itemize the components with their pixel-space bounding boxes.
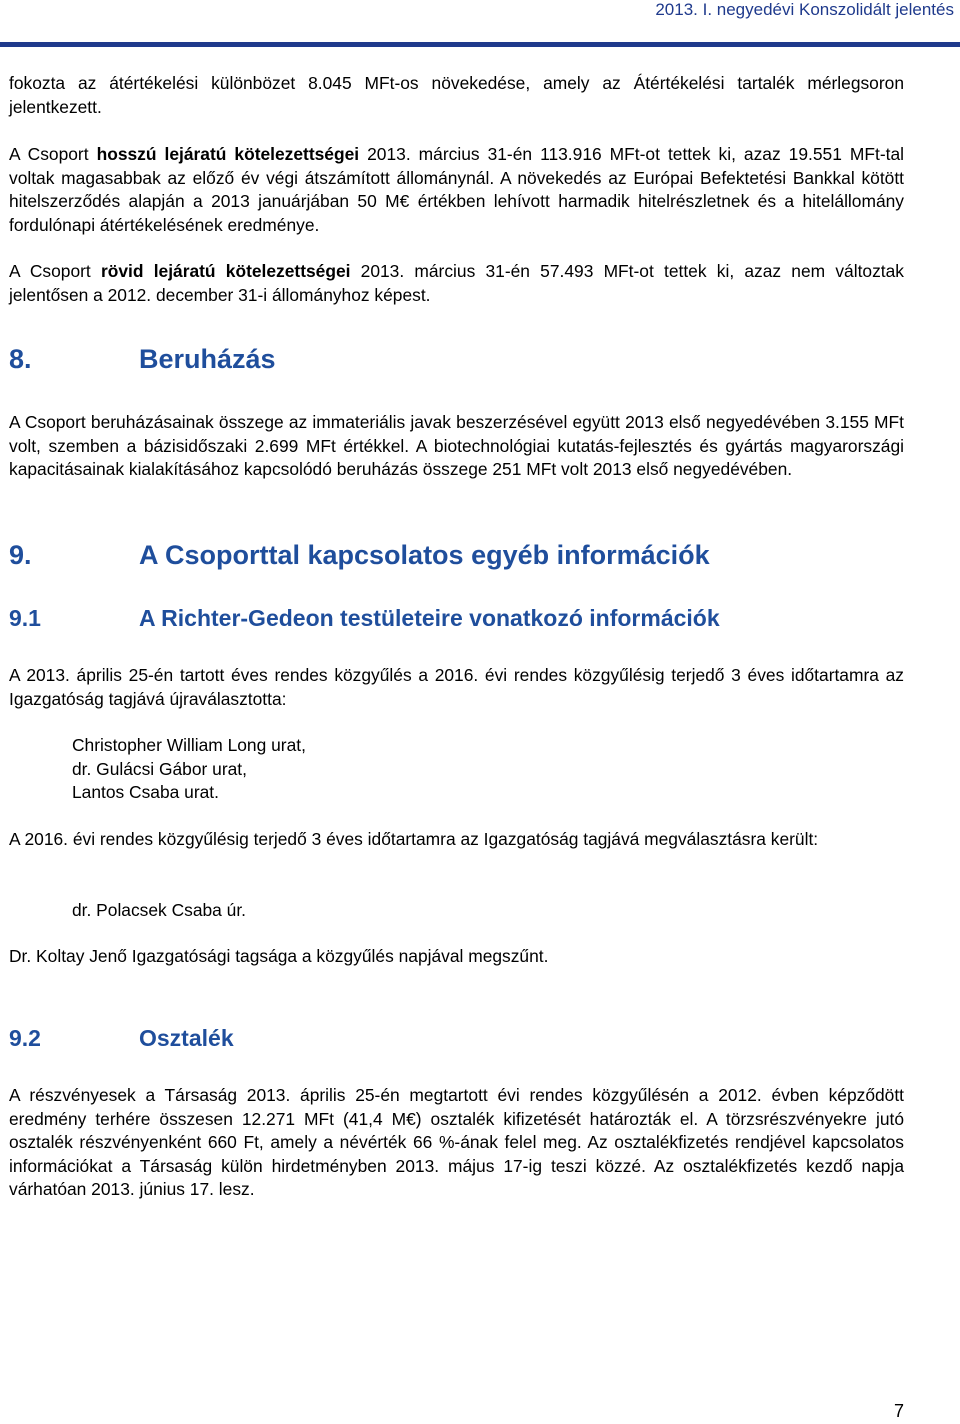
list-item: Lantos Csaba urat.	[72, 782, 219, 803]
paragraph-agm-election: A 2016. évi rendes közgyűlésig terjedő 3 éves időtartamra az Igazgatóság tagjává megválasztásra került:	[9, 829, 819, 849]
paragraph-membership-ended: Dr. Koltay Jenő Igazgatósági tagsága a közgyűlés napjával megszűnt.	[9, 946, 549, 966]
heading-9-2	[9, 1025, 234, 1052]
header-rule	[0, 42, 960, 47]
list-item: Christopher William Long urat,	[72, 735, 306, 755]
paragraph-long-term-liabilities: A Csoport hosszú lejáratú kötelezettségei 2013. március 31-én 113.916 MFt-ot tettek ki, azaz 19.551 MFt-tal voltak magasabbak az előző év végi átszámított állománynál. A növekedés az Európai Befektetési Bankkal kötött hitelszerződés alapján a 2013 januárjában 50 M€ értékben lehívott harmadik hitelrészletnek és a hitelállomány fordulónapi átértékelésének eredménye.	[9, 144, 904, 235]
heading-9-1-text: A Richter-Gedeon testületeire vonatkozó információk	[139, 605, 720, 631]
heading-9-text: A Csoporttal kapcsolatos egyéb információk	[139, 540, 710, 570]
list-item: dr. Gulácsi Gábor urat,	[72, 758, 247, 779]
list-item: dr. Polacsek Csaba úr.	[72, 900, 246, 920]
heading-8	[9, 344, 276, 375]
paragraph-agm-reelection: A 2013. április 25-én tartott éves rendes közgyűlés a 2016. évi rendes közgyűlésig terjedő 3 éves időtartamra az Igazgatóság tagjává újraválasztotta:	[9, 665, 904, 709]
heading-8-text: Beruházás	[139, 344, 276, 374]
heading-9-1-number: 9.1	[9, 605, 41, 631]
page-number: 7	[893, 1401, 904, 1421]
paragraph-short-term-liabilities: A Csoport rövid lejáratú kötelezettségei 2013. március 31-én 57.493 MFt-ot tettek ki, azaz nem változtak jelentősen a 2012. december 31-i állományhoz képest.	[9, 261, 904, 305]
heading-9-2-number: 9.2	[9, 1025, 41, 1051]
elected-list	[72, 899, 246, 923]
heading-9-1	[9, 605, 720, 632]
heading-9-number: 9.	[9, 540, 32, 570]
paragraph-revaluation: fokozta az átértékelési különbözet 8.045 MFt-os növekedése, amely az Átértékelési tartalék mérlegsoron jelentkezett.	[9, 73, 904, 117]
heading-9-2-text: Osztalék	[139, 1025, 234, 1051]
heading-8-number: 8.	[9, 344, 32, 374]
heading-9	[9, 540, 710, 571]
header-title: 2013. I. negyedévi Konszolidált jelentés	[655, 0, 954, 19]
paragraph-investment: A Csoport beruházásainak összege az immateriális javak beszerzésével együtt 2013 első negyedévében 3.155 MFt volt, szemben a bázisidőszaki 2.699 MFt értékkel. A biotechnológiai kutatás-fejlesztés és gyártás magyarországi kapacitásainak kialakításához kapcsolódó beruházás összege 251 MFt volt 2013 első negyedévében.	[9, 412, 904, 480]
paragraph-dividend: A részvényesek a Társaság 2013. április 25-én megtartott évi rendes közgyűlésén a 2012. évben képződött eredmény terhére összesen 12.271 MFt (41,4 M€) osztalék kifizetését határozták el. A törzsrészvényekre jutó osztalék részvényenként 660 Ft, amely a névérték 66 %-ának felel meg. Az osztalékfizetés rendjével kapcsolatos információkat a Társaság külön hirdetményben 2013. május 17-ig teszi közzé. Az osztalékfizetés kezdő napja várhatóan 2013. június 17. lesz.	[9, 1085, 904, 1200]
reelected-list	[72, 734, 306, 805]
